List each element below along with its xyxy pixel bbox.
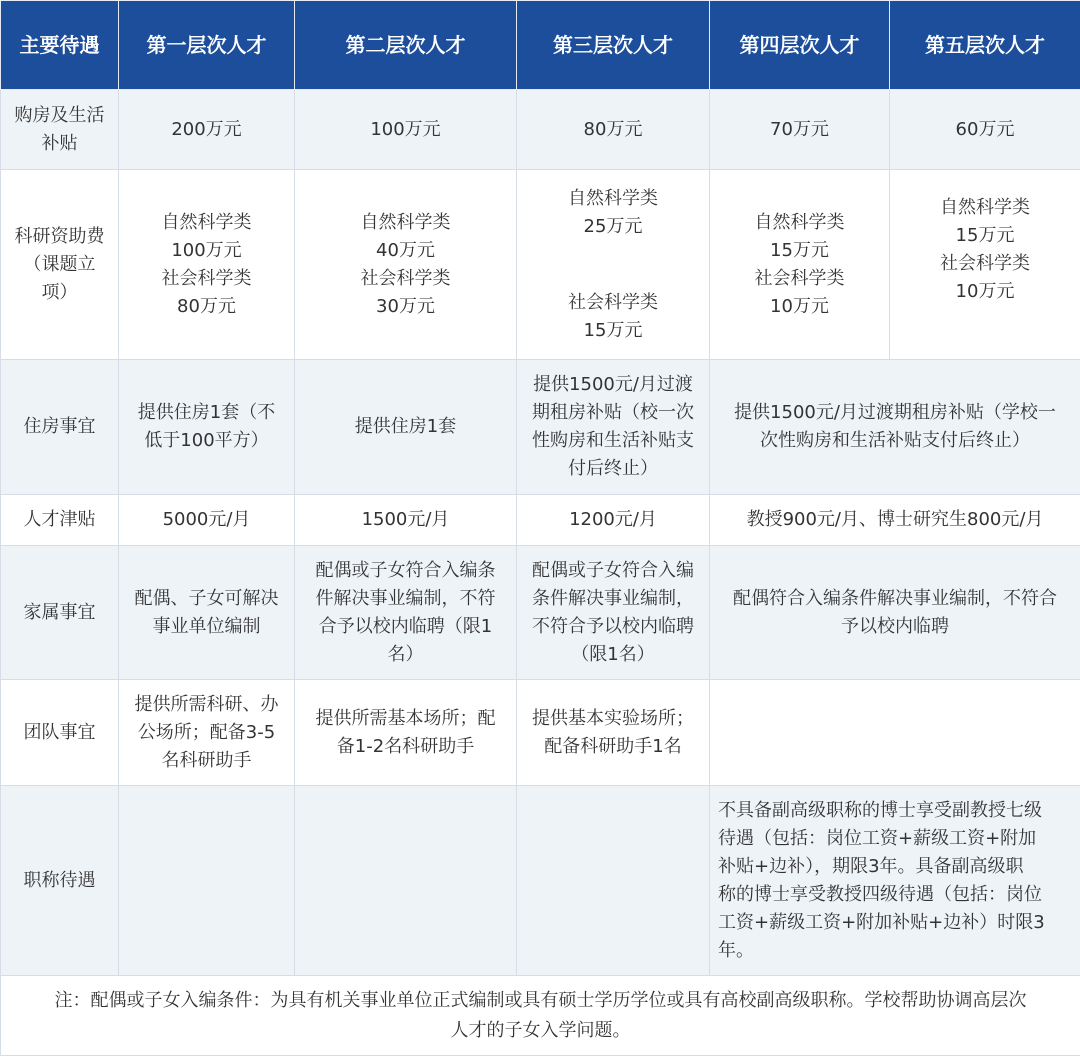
- cell: 自然科学类 40万元 社会科学类 30万元: [295, 170, 517, 360]
- cell: 自然科学类 100万元 社会科学类 80万元: [119, 170, 295, 360]
- header-level-2: 第二层次人才: [295, 1, 517, 90]
- cell: 提供基本实验场所； 配备科研助手1名: [517, 680, 710, 786]
- cell: 200万元: [119, 90, 295, 170]
- cell: 1200元/月: [517, 495, 710, 546]
- table-row: [1, 786, 1080, 976]
- cell-empty: [295, 786, 517, 976]
- cell: 80万元: [517, 90, 710, 170]
- row-label-family: 家属事宜: [1, 546, 119, 680]
- cell: 提供所需基本场所；配 备1-2名科研助手: [295, 680, 517, 786]
- cell: 自然科学类 15万元 社会科学类 10万元: [710, 170, 890, 360]
- cell: 70万元: [710, 90, 890, 170]
- cell: 配偶、子女可解决 事业单位编制: [119, 546, 295, 680]
- table-note: 注：配偶或子女入编条件：为具有机关事业单位正式编制或具有硕士学历学位或具有高校副高级职称。学校帮助协调高层次 人才的子女入学问题。: [1, 976, 1080, 1056]
- cell: 不具备副高级职称的博士享受副教授七级 待遇（包括：岗位工资+薪级工资+附加 补贴+边补），期限3年。具备副高级职 称的博士享受教授四级待遇（包括：岗位 工资+薪级工资+附加补贴+边补）时限3 年。: [710, 786, 1080, 976]
- header-level-4: 第四层次人才: [710, 1, 890, 90]
- cell: 提供1500元/月过渡期租房补贴（学校一 次性购房和生活补贴支付后终止）: [710, 360, 1080, 495]
- cell: 100万元: [295, 90, 517, 170]
- cell: 提供住房1套（不 低于100平方）: [119, 360, 295, 495]
- cell: 教授900元/月、博士研究生800元/月: [710, 495, 1080, 546]
- cell: 提供1500元/月过渡 期租房补贴（校一次 性购房和生活补贴支 付后终止）: [517, 360, 710, 495]
- table-row: [1, 495, 1080, 546]
- table-row: [1, 90, 1080, 170]
- note-row: [1, 976, 1080, 1056]
- cell: 60万元: [890, 90, 1080, 170]
- cell-empty: [710, 680, 1080, 786]
- row-label-research-fund: 科研资助费 （课题立 项）: [1, 170, 119, 360]
- header-level-3: 第三层次人才: [517, 1, 710, 90]
- cell: 5000元/月: [119, 495, 295, 546]
- cell: 配偶或子女符合入编 条件解决事业编制， 不符合予以校内临聘 （限1名）: [517, 546, 710, 680]
- row-label-team: 团队事宜: [1, 680, 119, 786]
- header-level-1: 第一层次人才: [119, 1, 295, 90]
- row-label-allowance: 人才津贴: [1, 495, 119, 546]
- cell: 提供所需科研、办 公场所；配备3-5 名科研助手: [119, 680, 295, 786]
- header-row: [1, 1, 1080, 90]
- row-label-housing-subsidy: 购房及生活 补贴: [1, 90, 119, 170]
- table-row: [1, 360, 1080, 495]
- table-row: [1, 680, 1080, 786]
- row-label-housing: 住房事宜: [1, 360, 119, 495]
- table-row: [1, 546, 1080, 680]
- cell: 自然科学类 25万元 社会科学类 15万元: [517, 170, 710, 360]
- cell: 配偶或子女符合入编条 件解决事业编制，不符 合予以校内临聘（限1 名）: [295, 546, 517, 680]
- cell: 提供住房1套: [295, 360, 517, 495]
- cell: 自然科学类 15万元 社会科学类 10万元: [890, 170, 1080, 360]
- cell-empty: [517, 786, 710, 976]
- table-row: [1, 170, 1080, 360]
- row-label-title: 职称待遇: [1, 786, 119, 976]
- cell-empty: [119, 786, 295, 976]
- cell: 1500元/月: [295, 495, 517, 546]
- cell: 配偶符合入编条件解决事业编制，不符合 予以校内临聘: [710, 546, 1080, 680]
- header-main-benefits: 主要待遇: [1, 1, 119, 90]
- header-level-5: 第五层次人才: [890, 1, 1080, 90]
